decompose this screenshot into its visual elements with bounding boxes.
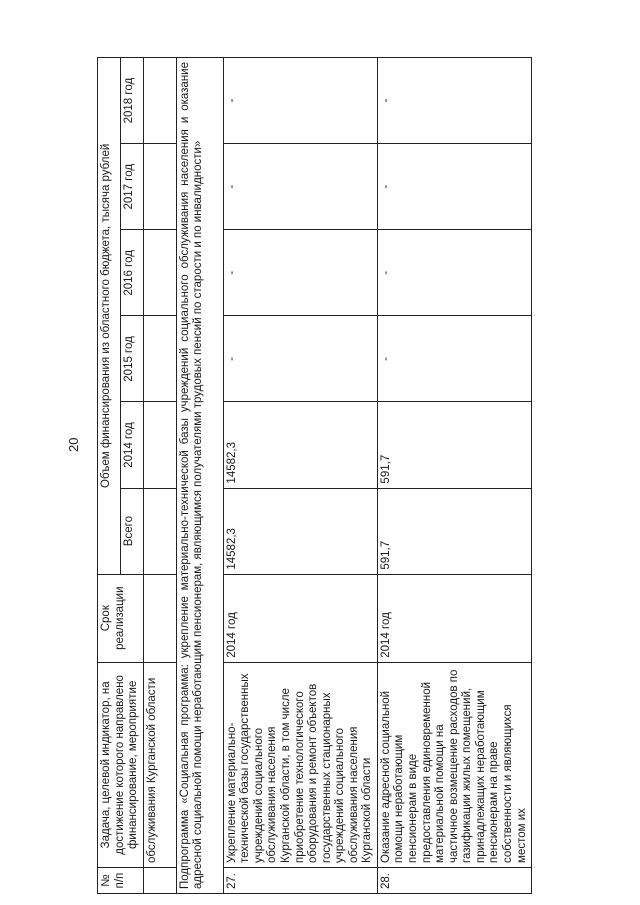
header-year-2018: 2018 год xyxy=(120,58,143,144)
header-volume: Объем финансирования из областного бюджета, тысяча рублей xyxy=(98,58,121,575)
row-2015: - xyxy=(377,316,531,402)
header-number: № п/п xyxy=(98,867,144,893)
row-2018: - xyxy=(223,58,377,144)
row-number: 28. xyxy=(377,867,531,893)
row-2016: - xyxy=(377,230,531,316)
header-year-2016: 2016 год xyxy=(120,230,143,316)
header-year-2014: 2014 год xyxy=(120,402,143,488)
header-year-2015: 2015 год xyxy=(120,316,143,402)
table-row xyxy=(377,58,531,894)
table-row xyxy=(223,58,377,894)
subprogram-title: Подпрограмма «Социальная программа: укрепление материально-технической базы учреждений социального обслуживания населения и оказание адресной социальной помощи неработающим пенсионерам, являющимся получателями трудовых пенсий по старости и по инвалидности» xyxy=(176,58,223,894)
row-2014: 14582,3 xyxy=(223,402,377,488)
continuation-text: обслуживания Курганской области xyxy=(143,662,176,867)
row-task: Оказание адресной социальной помощи неработающим пенсионерам в виде предоставления единовременной материальной помощи на частичное возмещение расходов по газификации жилых помещений, принадлежащих неработающим пенсионерам на праве собственности и являющихся местом их xyxy=(377,662,531,867)
row-total: 591,7 xyxy=(377,488,531,574)
continuation-number xyxy=(143,867,176,893)
header-year-2017: 2017 год xyxy=(120,144,143,230)
row-number: 27. xyxy=(223,867,377,893)
row-2015: - xyxy=(223,316,377,402)
row-task: Укрепление материально-технической базы государственных учреждений социального обслуживания населения Курганской области, в том числе приобретение технологического оборудования и ремонт объектов государственных стационарных учреждений социального обслуживания населения Курганской области xyxy=(223,662,377,867)
subprogram-row xyxy=(176,58,223,894)
row-total: 14582,3 xyxy=(223,488,377,574)
row-2016: - xyxy=(223,230,377,316)
page-number: 20 xyxy=(66,437,81,452)
header-term: Срок реализации xyxy=(98,574,144,662)
financing-table xyxy=(97,57,532,894)
row-2014: 591,7 xyxy=(377,402,531,488)
header-year-total: Всего xyxy=(120,488,143,574)
row-term: 2014 год xyxy=(377,574,531,662)
row-2017: - xyxy=(223,144,377,230)
continuation-row xyxy=(143,58,176,894)
row-term: 2014 год xyxy=(223,574,377,662)
header-task: Задача, целевой индикатор, на достижение которого направлено финансирование, мероприятие xyxy=(98,662,144,867)
row-2018: - xyxy=(377,58,531,144)
row-2017: - xyxy=(377,144,531,230)
header-row-1 xyxy=(98,58,121,894)
rotated-table-page xyxy=(97,57,537,894)
